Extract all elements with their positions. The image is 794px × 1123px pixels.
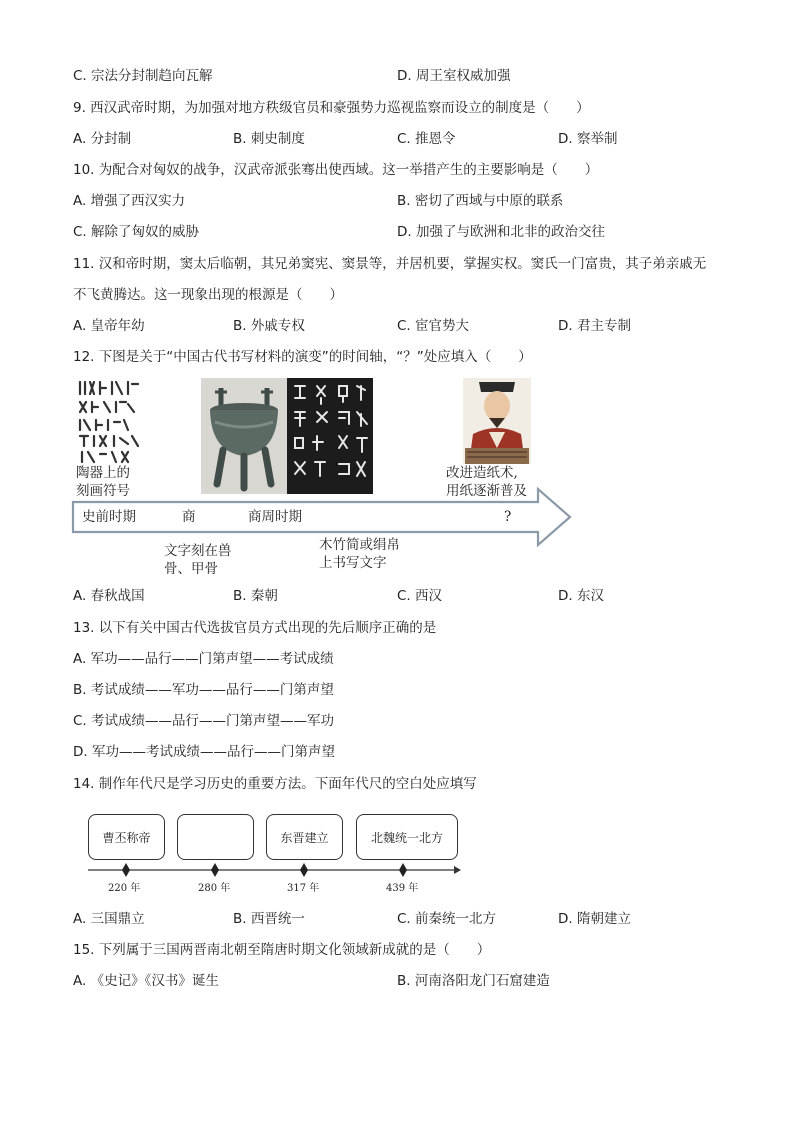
paper-caption-line1: 改进造纸术, <box>446 465 518 481</box>
pottery-caption-line2: 刻画符号 <box>76 483 130 499</box>
bronze-inscription-rubbing-image <box>287 378 373 494</box>
q15-option-a: A. 《史记》《汉书》诞生 <box>73 973 219 989</box>
arrow-label-prehistoric: 史前时期 <box>82 509 136 525</box>
year-ruler-axis <box>88 860 462 880</box>
year-label-280: 280 年 <box>198 883 231 894</box>
q11-option-d: D. 君主专制 <box>558 318 631 334</box>
bone-caption-line2: 骨、甲骨 <box>164 561 218 577</box>
q14-stem: 14. 制作年代尺是学习历史的重要方法。下面年代尺的空白处应填写 <box>73 776 477 792</box>
q14-option-c: C. 前秦统一北方 <box>397 911 497 927</box>
cai-lun-portrait-image <box>463 378 531 464</box>
bronze-ding-image <box>201 378 287 494</box>
q9-option-a: A. 分封制 <box>73 131 132 147</box>
writing-materials-timeline-figure <box>70 374 580 584</box>
year-label-439: 439 年 <box>386 883 419 894</box>
q10-option-c: C. 解除了匈奴的威胁 <box>73 224 200 240</box>
bone-caption-line1: 文字刻在兽 <box>164 543 232 559</box>
q10-option-a: A. 增强了西汉实力 <box>73 193 186 209</box>
pottery-symbols-image <box>76 378 142 464</box>
q13-stem: 13. 以下有关中国古代选拔官员方式出现的先后顺序正确的是 <box>73 620 437 636</box>
q10-option-b: B. 密切了西域与中原的联系 <box>397 193 564 209</box>
q10-stem: 10. 为配合对匈奴的战争，汉武帝派张骞出使西域。这一举措产生的主要影响是（ ） <box>73 162 599 178</box>
year-box-northern-wei: 北魏统一北方 <box>356 814 458 860</box>
q9-option-c: C. 推恩令 <box>397 131 456 147</box>
arrow-label-unknown: ? <box>504 509 512 525</box>
q13-option-a: A. 军功——品行——门第声望——考试成绩 <box>73 651 334 667</box>
bamboo-caption-line2: 上书写文字 <box>319 555 387 571</box>
q9-option-b: B. 刺史制度 <box>233 131 305 147</box>
q15-option-b: B. 河南洛阳龙门石窟建造 <box>397 973 550 989</box>
paper-caption-line2: 用纸逐渐普及 <box>446 483 527 499</box>
q9-option-d: D. 察举制 <box>558 131 618 147</box>
arrow-label-shang: 商 <box>182 509 196 525</box>
q10-option-d: D. 加强了与欧洲和北非的政治交往 <box>397 224 605 240</box>
q12-option-c: C. 西汉 <box>397 588 443 604</box>
q12-stem: 12. 下图是关于“中国古代书写材料的演变”的时间轴，“？”处应填入（ ） <box>73 349 532 365</box>
q12-option-b: B. 秦朝 <box>233 588 278 604</box>
year-box-cao-pi: 曹丕称帝 <box>88 814 165 860</box>
q13-option-d: D. 军功——考试成绩——品行——门第声望 <box>73 744 335 760</box>
arrow-label-shang-zhou: 商周时期 <box>248 509 302 525</box>
q9-stem: 9. 西汉武帝时期，为加强对地方秩级官员和豪强势力巡视监察而设立的制度是（ ） <box>73 100 590 116</box>
q8-option-c: C. 宗法分封制趋向瓦解 <box>73 68 213 84</box>
q11-option-c: C. 宦官势大 <box>397 318 470 334</box>
bamboo-caption-line1: 木竹简或绢帛 <box>319 537 400 553</box>
year-label-317: 317 年 <box>287 883 320 894</box>
q15-stem: 15. 下列属于三国两晋南北朝至隋唐时期文化领域新成就的是（ ） <box>73 942 491 958</box>
pottery-caption-line1: 陶器上的 <box>76 465 130 481</box>
q8-option-d: D. 周王室权威加强 <box>397 68 511 84</box>
q11-option-a: A. 皇帝年幼 <box>73 318 145 334</box>
q11-option-b: B. 外戚专权 <box>233 318 305 334</box>
year-label-220: 220 年 <box>108 883 141 894</box>
q14-option-a: A. 三国鼎立 <box>73 911 145 927</box>
year-box-eastern-jin: 东晋建立 <box>266 814 343 860</box>
q13-option-c: C. 考试成绩——品行——门第声望——军功 <box>73 713 335 729</box>
q14-option-b: B. 西晋统一 <box>233 911 305 927</box>
year-box-blank <box>177 814 254 860</box>
q11-stem-line1: 11. 汉和帝时期，窦太后临朝，其兄弟窦宪、窦景等，并居机要，掌握实权。窦氏一门富贵，其子弟亲戚无 <box>73 256 707 272</box>
q12-option-d: D. 东汉 <box>558 588 604 604</box>
q13-option-b: B. 考试成绩——军功——品行——门第声望 <box>73 682 334 698</box>
q14-option-d: D. 隋朝建立 <box>558 911 631 927</box>
q12-option-a: A. 春秋战国 <box>73 588 145 604</box>
q11-stem-line2: 不飞黄腾达。这一现象出现的根源是（ ） <box>73 287 343 303</box>
